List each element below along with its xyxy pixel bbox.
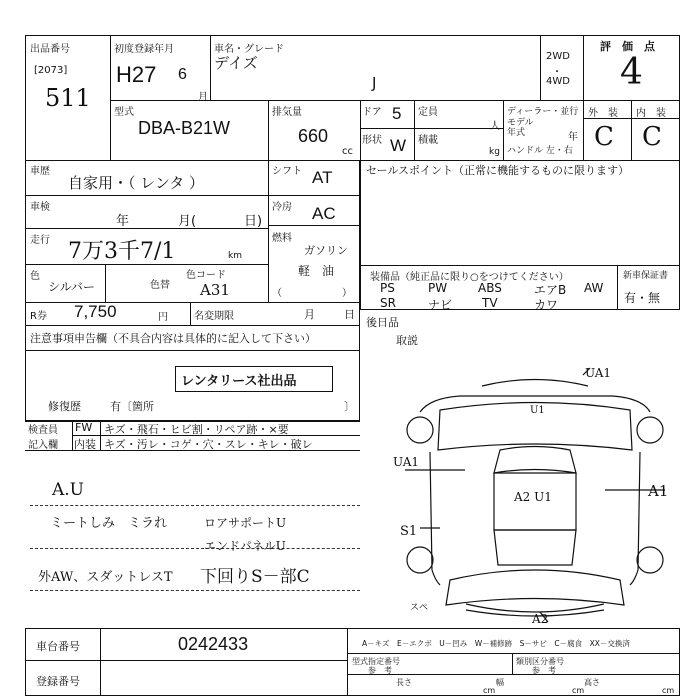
car-name-label: 車名・グレード bbox=[214, 44, 284, 55]
mark-a2u1: A2 U1 bbox=[514, 490, 552, 504]
kg-unit: kg bbox=[489, 147, 500, 157]
exterior-grade: C bbox=[594, 122, 614, 152]
first-reg-label: 初度登録年月 bbox=[114, 44, 174, 55]
inspector-label-1: 検査員 bbox=[28, 425, 58, 436]
shape-value: W bbox=[390, 136, 407, 155]
interior-items: キズ・汚レ・コゲ・穴・スレ・キレ・破レ bbox=[104, 438, 313, 451]
mark-ua1-top: UA1 bbox=[585, 366, 612, 380]
inspection-year: 年 bbox=[116, 214, 130, 229]
rear-item-label: 後日品 bbox=[366, 316, 399, 329]
note-line-2: ミートしみ ミラれ bbox=[50, 516, 168, 531]
name-change-label: 名変期限 bbox=[194, 311, 234, 322]
drive-2wd: 2WD bbox=[546, 51, 570, 62]
note-line-3: ロアサポートU bbox=[204, 516, 287, 530]
color-label: 色 bbox=[30, 271, 40, 282]
fuel-label: 燃料 bbox=[272, 233, 292, 244]
yen-unit: 円 bbox=[158, 312, 168, 323]
divider bbox=[347, 629, 348, 695]
note-line-5: 外AW、スダットレスT bbox=[38, 570, 173, 585]
cc-unit: cc bbox=[342, 146, 353, 157]
width-cm: cm bbox=[572, 686, 585, 695]
inspection-label: 車検 bbox=[30, 202, 50, 213]
year-unit: 年 bbox=[568, 132, 578, 143]
interior-label: 内 装 bbox=[636, 108, 666, 119]
lot-number-label: 出品番号 bbox=[30, 44, 70, 55]
chassis-label: 車台番号 bbox=[36, 640, 80, 653]
rental-stamp: レンタリース社出品 bbox=[181, 374, 297, 389]
displacement-value: 660 bbox=[298, 126, 329, 146]
month-unit: 月 bbox=[198, 92, 208, 103]
legend: A－キズ E－エクボ U－凹み W－補修跡 S－サビ C－腐食 XX－交換済 bbox=[362, 639, 630, 648]
doors-value: 5 bbox=[392, 104, 402, 123]
first-reg-era: H27 bbox=[116, 62, 157, 87]
km-unit: km bbox=[228, 251, 242, 261]
type-code-ref: 参 考 bbox=[532, 666, 556, 675]
model-year-label: モデル年式 bbox=[507, 118, 534, 138]
fw-items: キズ・飛石・ヒビ割・リペア跡・×要 bbox=[104, 423, 289, 436]
note-line-6: 下回りS－部C bbox=[200, 567, 310, 587]
color-change-label: 色替 bbox=[150, 280, 170, 291]
chassis-value: 0242433 bbox=[178, 634, 249, 654]
color-value: シルバー bbox=[48, 280, 95, 294]
warranty-label: 新車保証書 bbox=[623, 271, 669, 281]
height-cm: cm bbox=[662, 686, 675, 695]
mark-a2-bottom: A2 bbox=[532, 612, 549, 626]
divider bbox=[512, 653, 513, 674]
drive-dot: ・ bbox=[552, 67, 562, 78]
interior-items-label: 内装 bbox=[74, 438, 96, 451]
equip-abs: ABS bbox=[478, 281, 502, 295]
mark-s1: S1 bbox=[400, 524, 418, 539]
notes-label: 注意事項申告欄（不具合内容は具体的に記入して下さい） bbox=[30, 332, 316, 345]
note-line-1: A.U bbox=[52, 480, 85, 500]
equip-aw: AW bbox=[584, 281, 604, 295]
load-label: 積載 bbox=[418, 135, 438, 146]
divider bbox=[100, 629, 101, 695]
exterior-label: 外 装 bbox=[588, 108, 618, 119]
equip-pw: PW bbox=[428, 281, 448, 295]
mark-ua1-left: UA1 bbox=[393, 455, 420, 469]
dealer-label: ディーラー・並行 bbox=[507, 107, 579, 117]
mark-a1-right: A1 bbox=[648, 482, 669, 500]
sales-point-label: セールスポイント（正常に機能するものに限ります） bbox=[366, 164, 630, 177]
history-label: 車歴 bbox=[30, 166, 50, 177]
color-code-label: 色コード bbox=[186, 270, 226, 281]
recycle-label: R券 bbox=[30, 311, 47, 322]
name-change-day: 日 bbox=[344, 308, 355, 321]
divider bbox=[25, 660, 347, 661]
drive-4wd: 4WD bbox=[546, 76, 570, 87]
recycle-value: 7,750 bbox=[74, 302, 117, 321]
length-label: 長さ bbox=[396, 678, 412, 687]
inspection-month: 月( bbox=[178, 214, 197, 229]
equip-label: 装備品（純正品に限り○をつけてください） bbox=[370, 272, 569, 283]
equip-tv: TV bbox=[482, 296, 498, 310]
rear-item-value: 取説 bbox=[396, 334, 418, 347]
ac-value: AC bbox=[312, 204, 336, 223]
shift-label: シフト bbox=[272, 166, 302, 177]
divider bbox=[347, 674, 680, 675]
fuel-paren: （ ） bbox=[272, 288, 352, 299]
reg-label: 登録番号 bbox=[36, 675, 80, 688]
inspection-day: 日) bbox=[244, 214, 263, 229]
fuel-gasoline: ガソリン bbox=[304, 244, 348, 257]
person-unit: 人 bbox=[490, 121, 500, 132]
first-reg-month: 6 bbox=[178, 66, 187, 83]
car-name: デイズ bbox=[214, 54, 258, 72]
capacity-label: 定員 bbox=[418, 107, 438, 118]
displacement-label: 排気量 bbox=[272, 107, 302, 118]
fw-label: FW bbox=[75, 421, 93, 434]
model-label: 型式 bbox=[114, 107, 134, 118]
interior-grade: C bbox=[642, 122, 662, 152]
ac-label: 冷房 bbox=[272, 202, 292, 213]
fuel-diesel: 軽 油 bbox=[298, 264, 335, 278]
color-code: A31 bbox=[200, 281, 230, 299]
length-cm: cm bbox=[483, 686, 496, 695]
shape-label: 形状 bbox=[362, 135, 382, 146]
model-value: DBA-B21W bbox=[138, 118, 231, 138]
mileage-label: 走行 bbox=[30, 235, 50, 246]
name-change-month: 月 bbox=[304, 308, 315, 321]
score-label: 評 価 点 bbox=[600, 40, 655, 53]
warranty-value: 有・無 bbox=[624, 291, 661, 305]
lot-number: 511 bbox=[45, 84, 91, 112]
divider bbox=[347, 653, 680, 654]
equip-navi: ナビ bbox=[428, 298, 453, 312]
inspector-label-2: 記入欄 bbox=[28, 440, 58, 451]
mark-spare: スペ bbox=[410, 603, 429, 613]
equip-leather: カワ bbox=[534, 298, 559, 312]
shift-value: AT bbox=[312, 168, 333, 187]
lot-sub: [2073] bbox=[34, 65, 68, 76]
height-label: 高さ bbox=[584, 678, 600, 687]
model-code-label: 型式指定番号 bbox=[352, 657, 400, 666]
mark-u1: U1 bbox=[530, 405, 545, 416]
equip-ps: PS bbox=[380, 281, 395, 295]
repair-close: 〕 bbox=[344, 400, 355, 413]
repair-label: 修復歴 bbox=[48, 400, 81, 413]
mileage-value: 7万3千7/1 bbox=[68, 239, 176, 264]
note-line-4: エンドパネルU bbox=[204, 539, 286, 553]
score: 4 bbox=[620, 52, 643, 93]
doors-label: ドア bbox=[362, 107, 382, 118]
equip-airbag: エアB bbox=[534, 283, 567, 297]
history-value: 自家用・（ レンタ ） bbox=[68, 174, 205, 192]
equip-sr: SR bbox=[380, 296, 396, 310]
grade: J bbox=[372, 74, 377, 92]
type-code-label: 類別区分番号 bbox=[516, 657, 564, 666]
model-code-ref: 参 考 bbox=[368, 666, 392, 675]
handle-label: ハンドル 左・右 bbox=[507, 146, 573, 156]
width-label: 幅 bbox=[496, 678, 504, 687]
repair-value: 有〔箇所 bbox=[110, 400, 154, 413]
